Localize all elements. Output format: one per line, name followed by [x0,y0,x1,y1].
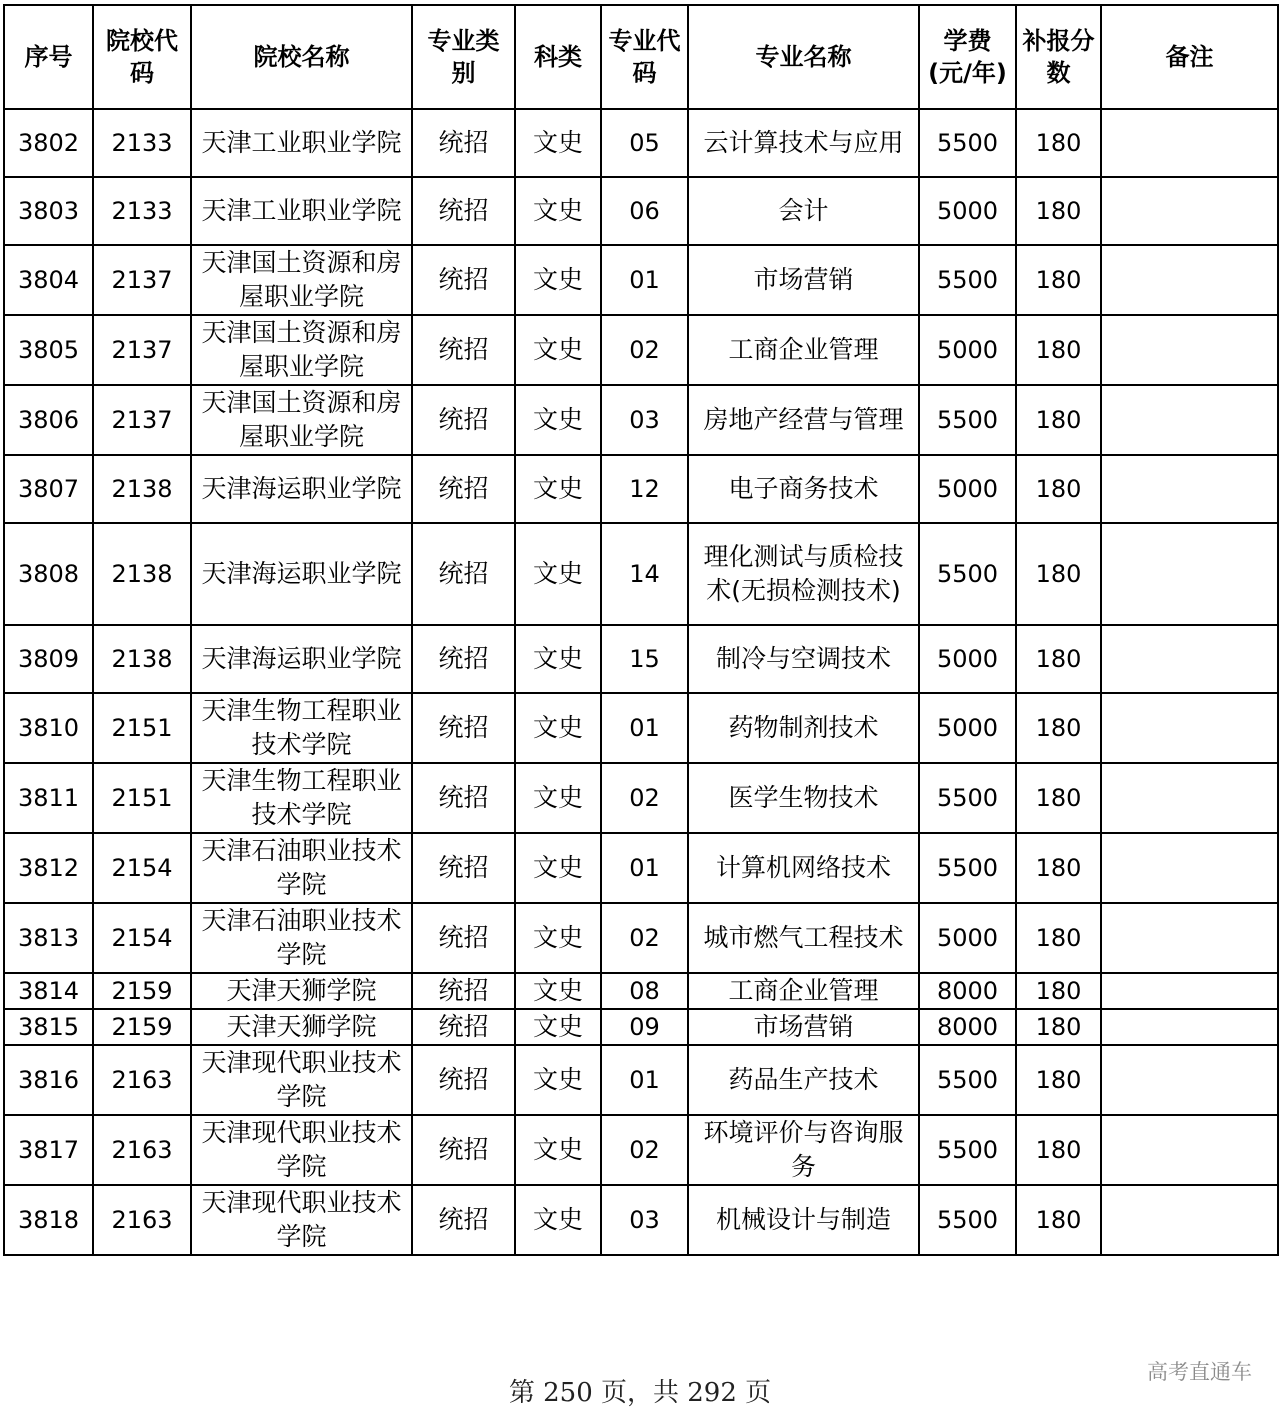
header-remark: 备注 [1101,5,1278,109]
row-school-code: 2138 [93,455,191,523]
row-major-type: 统招 [412,1009,515,1045]
row-subject: 文史 [515,1185,601,1255]
row-tuition: 5500 [919,1185,1016,1255]
row-score: 180 [1016,109,1101,177]
row-major-code: 01 [601,693,688,763]
admission-table [3,4,1279,1256]
row-major-code: 01 [601,1045,688,1115]
row-major-name: 药品生产技术 [688,1045,919,1115]
row-major-code: 15 [601,625,688,693]
row-major-name: 工商企业管理 [688,315,919,385]
row-seq: 3802 [4,109,93,177]
row-school-code: 2133 [93,109,191,177]
row-remark [1101,1185,1278,1255]
row-subject: 文史 [515,693,601,763]
row-tuition: 5000 [919,625,1016,693]
row-major-name: 市场营销 [688,1009,919,1045]
row-major-type: 统招 [412,833,515,903]
row-score: 180 [1016,763,1101,833]
table-row [4,1009,1278,1045]
row-school-name: 天津天狮学院 [191,1009,412,1045]
row-major-name: 计算机网络技术 [688,833,919,903]
row-school-code: 2137 [93,315,191,385]
row-school-name: 天津石油职业技术学院 [191,903,412,973]
row-seq: 3808 [4,523,93,625]
row-score: 180 [1016,245,1101,315]
table-row [4,385,1278,455]
page-number: 第 250 页，共 292 页 [508,1378,772,1408]
row-school-code: 2163 [93,1185,191,1255]
row-major-name: 工商企业管理 [688,973,919,1009]
row-school-name: 天津天狮学院 [191,973,412,1009]
row-seq: 3814 [4,973,93,1009]
row-subject: 文史 [515,177,601,245]
row-school-code: 2159 [93,973,191,1009]
row-tuition: 8000 [919,1009,1016,1045]
row-school-code: 2138 [93,523,191,625]
row-school-name: 天津海运职业学院 [191,625,412,693]
row-major-name: 会计 [688,177,919,245]
row-score: 180 [1016,455,1101,523]
row-major-type: 统招 [412,625,515,693]
row-score: 180 [1016,523,1101,625]
row-major-type: 统招 [412,109,515,177]
row-school-name: 天津生物工程职业技术学院 [191,763,412,833]
row-school-code: 2151 [93,763,191,833]
row-score: 180 [1016,315,1101,385]
row-score: 180 [1016,1009,1101,1045]
row-seq: 3816 [4,1045,93,1115]
row-remark [1101,455,1278,523]
row-score: 180 [1016,693,1101,763]
row-subject: 文史 [515,833,601,903]
table-row [4,1045,1278,1115]
table-row [4,109,1278,177]
row-seq: 3804 [4,245,93,315]
row-school-name: 天津国土资源和房屋职业学院 [191,315,412,385]
row-school-code: 2138 [93,625,191,693]
row-tuition: 5500 [919,245,1016,315]
table-row [4,523,1278,625]
row-school-name: 天津生物工程职业技术学院 [191,693,412,763]
row-major-code: 02 [601,1115,688,1185]
row-remark [1101,523,1278,625]
row-major-code: 02 [601,763,688,833]
row-major-name: 理化测试与质检技术(无损检测技术) [688,523,919,625]
row-subject: 文史 [515,1115,601,1185]
row-score: 180 [1016,385,1101,455]
row-major-type: 统招 [412,1045,515,1115]
row-seq: 3806 [4,385,93,455]
row-score: 180 [1016,1045,1101,1115]
row-school-name: 天津工业职业学院 [191,109,412,177]
row-tuition: 5000 [919,177,1016,245]
row-major-code: 02 [601,315,688,385]
row-seq: 3803 [4,177,93,245]
row-remark [1101,973,1278,1009]
row-school-name: 天津工业职业学院 [191,177,412,245]
row-remark [1101,1009,1278,1045]
row-seq: 3817 [4,1115,93,1185]
row-school-code: 2163 [93,1115,191,1185]
row-major-code: 01 [601,245,688,315]
row-major-code: 08 [601,973,688,1009]
row-score: 180 [1016,1185,1101,1255]
table-row [4,903,1278,973]
row-subject: 文史 [515,1045,601,1115]
row-major-name: 云计算技术与应用 [688,109,919,177]
row-remark [1101,1045,1278,1115]
row-remark [1101,833,1278,903]
header-subject: 科类 [515,5,601,109]
row-school-code: 2137 [93,245,191,315]
table-row [4,245,1278,315]
row-major-type: 统招 [412,177,515,245]
table-row [4,1185,1278,1255]
row-major-type: 统招 [412,315,515,385]
header-tuition: 学费(元/年) [919,5,1016,109]
row-major-type: 统招 [412,693,515,763]
row-subject: 文史 [515,625,601,693]
row-tuition: 8000 [919,973,1016,1009]
row-major-name: 医学生物技术 [688,763,919,833]
row-subject: 文史 [515,385,601,455]
table-row [4,177,1278,245]
header-row [4,5,1278,109]
header-major-code: 专业代码 [601,5,688,109]
row-seq: 3811 [4,763,93,833]
row-major-code: 06 [601,177,688,245]
row-major-code: 05 [601,109,688,177]
row-score: 180 [1016,973,1101,1009]
row-seq: 3809 [4,625,93,693]
row-school-name: 天津石油职业技术学院 [191,833,412,903]
row-subject: 文史 [515,523,601,625]
row-major-type: 统招 [412,1185,515,1255]
row-seq: 3810 [4,693,93,763]
row-seq: 3815 [4,1009,93,1045]
table-row [4,1115,1278,1185]
row-subject: 文史 [515,903,601,973]
row-remark [1101,109,1278,177]
row-subject: 文史 [515,973,601,1009]
row-seq: 3812 [4,833,93,903]
row-major-name: 市场营销 [688,245,919,315]
row-score: 180 [1016,177,1101,245]
row-major-name: 房地产经营与管理 [688,385,919,455]
table-row [4,763,1278,833]
row-major-code: 03 [601,385,688,455]
row-school-name: 天津国土资源和房屋职业学院 [191,385,412,455]
row-major-type: 统招 [412,455,515,523]
header-major-name: 专业名称 [688,5,919,109]
row-subject: 文史 [515,245,601,315]
row-major-type: 统招 [412,523,515,625]
row-tuition: 5000 [919,693,1016,763]
row-tuition: 5500 [919,763,1016,833]
header-school-code: 院校代码 [93,5,191,109]
row-subject: 文史 [515,763,601,833]
row-remark [1101,245,1278,315]
row-seq: 3807 [4,455,93,523]
row-subject: 文史 [515,1009,601,1045]
row-major-code: 01 [601,833,688,903]
table-row [4,833,1278,903]
row-remark [1101,177,1278,245]
row-major-name: 城市燃气工程技术 [688,903,919,973]
row-school-name: 天津国土资源和房屋职业学院 [191,245,412,315]
row-tuition: 5500 [919,833,1016,903]
row-school-name: 天津海运职业学院 [191,523,412,625]
row-school-code: 2137 [93,385,191,455]
row-major-type: 统招 [412,245,515,315]
row-remark [1101,763,1278,833]
header-major-type: 专业类别 [412,5,515,109]
row-school-code: 2133 [93,177,191,245]
header-seq: 序号 [4,5,93,109]
row-major-name: 机械设计与制造 [688,1185,919,1255]
row-remark [1101,693,1278,763]
row-subject: 文史 [515,315,601,385]
row-tuition: 5500 [919,109,1016,177]
row-school-name: 天津现代职业技术学院 [191,1185,412,1255]
row-school-code: 2154 [93,903,191,973]
table-row [4,315,1278,385]
row-score: 180 [1016,833,1101,903]
row-school-name: 天津海运职业学院 [191,455,412,523]
table-row [4,455,1278,523]
row-tuition: 5500 [919,385,1016,455]
row-remark [1101,625,1278,693]
row-major-type: 统招 [412,763,515,833]
row-school-code: 2159 [93,1009,191,1045]
row-tuition: 5500 [919,1045,1016,1115]
header-score: 补报分数 [1016,5,1101,109]
row-tuition: 5500 [919,1115,1016,1185]
row-seq: 3805 [4,315,93,385]
row-major-type: 统招 [412,1115,515,1185]
row-school-code: 2154 [93,833,191,903]
row-major-name: 环境评价与咨询服务 [688,1115,919,1185]
header-school-name: 院校名称 [191,5,412,109]
row-score: 180 [1016,625,1101,693]
row-tuition: 5000 [919,315,1016,385]
row-tuition: 5000 [919,455,1016,523]
row-major-name: 药物制剂技术 [688,693,919,763]
row-remark [1101,903,1278,973]
row-major-code: 03 [601,1185,688,1255]
row-major-code: 09 [601,1009,688,1045]
row-major-code: 12 [601,455,688,523]
row-major-code: 14 [601,523,688,625]
row-school-code: 2151 [93,693,191,763]
watermark-text: 高考直通车 [1147,1360,1252,1384]
row-major-type: 统招 [412,385,515,455]
row-score: 180 [1016,903,1101,973]
table-row [4,973,1278,1009]
row-major-code: 02 [601,903,688,973]
row-school-name: 天津现代职业技术学院 [191,1045,412,1115]
row-subject: 文史 [515,109,601,177]
table-row [4,693,1278,763]
row-subject: 文史 [515,455,601,523]
row-tuition: 5000 [919,903,1016,973]
row-school-name: 天津现代职业技术学院 [191,1115,412,1185]
row-major-type: 统招 [412,973,515,1009]
row-major-name: 电子商务技术 [688,455,919,523]
row-tuition: 5500 [919,523,1016,625]
row-seq: 3818 [4,1185,93,1255]
row-major-type: 统招 [412,903,515,973]
row-school-code: 2163 [93,1045,191,1115]
table-row [4,625,1278,693]
row-remark [1101,315,1278,385]
row-seq: 3813 [4,903,93,973]
row-remark [1101,1115,1278,1185]
table-body [4,109,1278,1255]
row-major-name: 制冷与空调技术 [688,625,919,693]
row-remark [1101,385,1278,455]
row-score: 180 [1016,1115,1101,1185]
